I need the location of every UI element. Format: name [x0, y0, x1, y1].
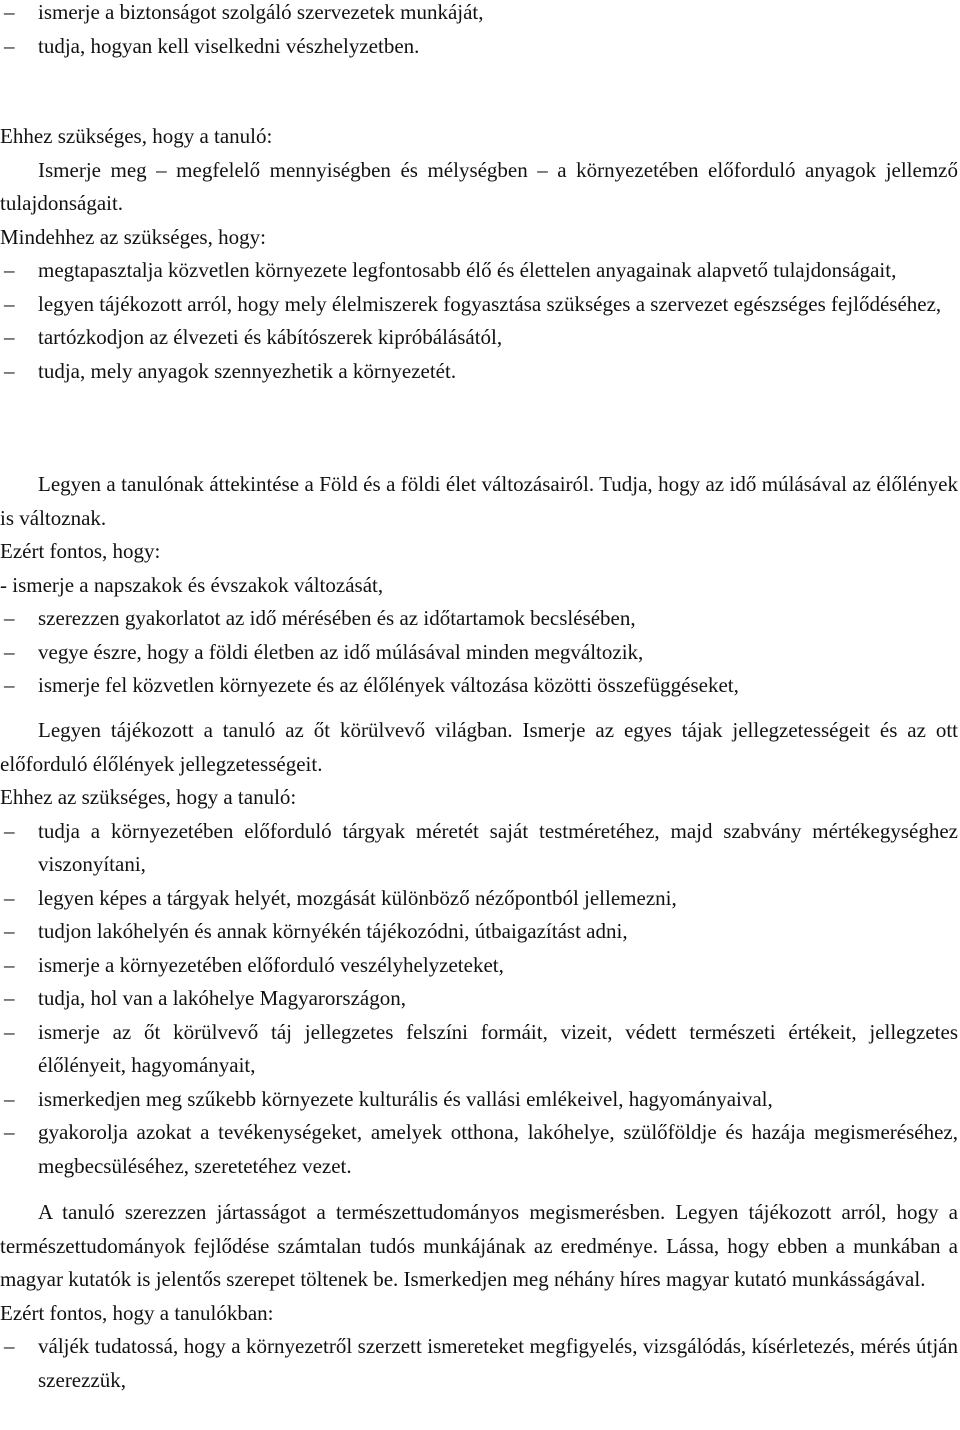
dash-bullet: –	[4, 258, 15, 282]
list-item: – megtapasztalja közvetlen környezete legfontosabb élő és élettelen anyagainak alapvető tulajdonságait,	[0, 254, 958, 288]
list-item: – tudja a környezetében előforduló tárgyak méretét saját testméretéhez, majd szabvány mértékegységhez viszonyítani,	[0, 815, 958, 882]
bullet-list-top	[0, 0, 958, 63]
dash-bullet: –	[4, 0, 15, 24]
list-item: – ismerje a környezetében előforduló veszélyhelyzeteket,	[0, 949, 958, 983]
dash-bullet: –	[4, 818, 15, 843]
section-materials	[0, 120, 958, 388]
list-item: – ismerkedjen meg szűkebb környezete kulturális és vallási emlékeivel, hagyományaival,	[0, 1083, 958, 1117]
section-paragraph: Ismerje meg – megfelelő mennyiségben és mélységben – a környezetében előforduló anyagok jellemző tulajdonságait.	[0, 157, 958, 215]
dash-bullet: –	[4, 358, 15, 383]
section-intro: Ehhez szükséges, hogy a tanuló:	[0, 124, 273, 148]
section-lead: Ezért fontos, hogy a tanulókban:	[0, 1300, 274, 1325]
dash-bullet: –	[4, 952, 15, 977]
dash-bullet: –	[4, 885, 15, 910]
section-paragraph: A tanuló szerezzen jártasságot a természettudományos megismerésben. Legyen tájékozott arról, hogy a természettudományok fejlődése számtalan tudós munkájának az eredménye. Lássa, hogy ebben a munkában a magyar kutatók is jelentős szerepet töltenek be. Ismerkedjen meg néhány híres magyar kutató munkásságával.	[0, 1200, 958, 1291]
dash-bullet: –	[4, 919, 15, 943]
section-lead: Mindehhez az szükséges, hogy:	[0, 224, 266, 249]
list-item: – vegye észre, hogy a földi életben az idő múlásával minden megváltozik,	[0, 636, 958, 670]
list-item: – tudja, hol van a lakóhelye Magyarországon,	[0, 982, 958, 1016]
list-item: – ismerje fel közvetlen környezete és az élőlények változása közötti összefüggéseket,	[0, 669, 958, 703]
section-science	[0, 1196, 958, 1397]
section-orientation	[0, 714, 958, 1183]
section-lead: Ehhez az szükséges, hogy a tanuló:	[0, 785, 297, 809]
list-item: – szerezzen gyakorlatot az idő mérésében és az időtartamok becslésében,	[0, 602, 958, 636]
section-paragraph: Legyen tájékozott a tanuló az őt körülvevő világban. Ismerje az egyes tájak jellegzetességeit és az ott előforduló élőlények jellegzetességeit.	[0, 718, 958, 776]
dash-bullet: –	[4, 1019, 15, 1044]
dash-bullet: –	[4, 639, 15, 664]
list-item: – legyen tájékozott arról, hogy mely élelmiszerek fogyasztása szükséges a szervezet egészséges fejlődéséhez,	[0, 288, 958, 322]
list-item: – tartózkodjon az élvezeti és kábítószerek kipróbálásától,	[0, 321, 958, 355]
dash-bullet: –	[4, 986, 15, 1010]
list-item: – ismerje az őt körülvevő táj jellegzetes felszíni formáit, vizeit, védett természeti értékeit, jellegzetes élőlényeit, hagyományait,	[0, 1016, 958, 1083]
dash-bullet: –	[4, 1086, 15, 1111]
list-item: – gyakorolja azokat a tevékenységeket, amelyek otthona, lakóhelye, szülőföldje és hazája megismeréséhez, megbecsüléséhez, szeretetéhez vezet.	[0, 1116, 958, 1183]
list-item: – legyen képes a tárgyak helyét, mozgását különböző nézőpontból jellemezni,	[0, 882, 958, 916]
list-item: – tudja, mely anyagok szennyezhetik a környezetét.	[0, 355, 958, 389]
list-item: – ismerje a biztonságot szolgáló szervezetek munkáját,	[0, 0, 958, 30]
list-item: – váljék tudatossá, hogy a környezetről szerzett ismereteket megfigyelés, vizsgálódás, kísérletezés, mérés útján szerezzük,	[0, 1330, 958, 1397]
dash-bullet: –	[4, 325, 15, 349]
dash-bullet: –	[4, 1334, 15, 1358]
dash-bullet: –	[4, 606, 15, 630]
section-time	[0, 468, 958, 703]
list-item: – tudja, hogyan kell viselkedni vészhelyzetben.	[0, 30, 958, 64]
dash-bullet: –	[4, 33, 15, 58]
dash-bullet: –	[4, 1120, 15, 1144]
dash-bullet: –	[4, 673, 15, 697]
section-lead: Ezért fontos, hogy:	[0, 539, 161, 563]
list-item: – tudjon lakóhelyén és annak környékén tájékozódni, útbaigazítást adni,	[0, 915, 958, 949]
section-paragraph: Legyen a tanulónak áttekintése a Föld és a földi élet változásairól. Tudja, hogy az idő múlásával az élőlények is változnak.	[0, 472, 958, 530]
hyphen-list-item: - ismerje a napszakok és évszakok változását,	[0, 572, 384, 597]
dash-bullet: –	[4, 291, 15, 316]
